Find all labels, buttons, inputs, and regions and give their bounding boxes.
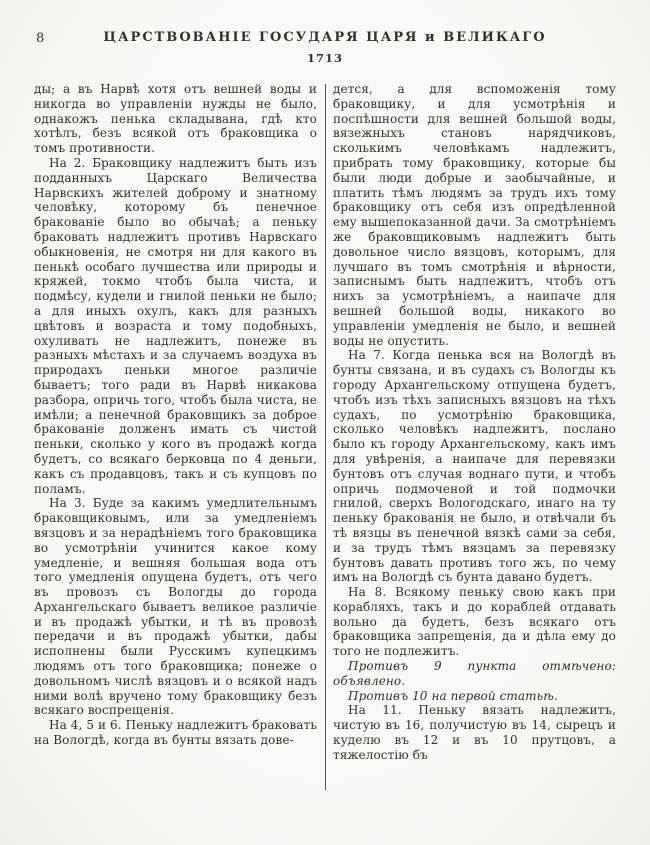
paragraph-article-7: На 7. Когда пенька вся на Вологдѣ въ бунты связана, и въ судахъ съ Вологды къ городу Архангельскому отпущена будетъ, чтобъ изъ тѣхъ записныхъ вязцовъ на тѣхъ судахъ, по усмотрѣнію браковщика, сколько человѣкъ надлежитъ, послано было къ городу Архангельскому, какъ имъ для увѣренія, а наипаче для перевязки бунтовъ отъ случая воднаго пути, и чтобъ опричь подмоченой и той подмочки гнилой, сверхъ Вологодскаго, инаго на ту пеньку бракованія не было, и отвѣчали бъ тѣ вязцы въ пенечной вязкѣ сами за себя, и за трудъ тѣмъ вязцамъ за перевязку бунтовъ давать противъ того жъ, по чему имъ на Вологдѣ съ бунта давано будетъ. bbox=[333, 348, 616, 585]
paragraph-continuation: дется, а для вспоможенія тому браковщику, и для усмотрѣнія и поспѣшности для вешней большой воды, вязежныхъ становъ нарядчиковъ, сколькимъ человѣкамъ надлежитъ, прибрать тому браковщику, которые бы были люди добрые и заобычайные, и платить тѣмъ людямъ за трудъ ихъ тому браковщику отъ себя изъ опредѣленной ему вышепоказанной дачи. За смотрѣніемъ же браковщиковымъ надлежитъ быть довольное число вязцовъ, которымъ, для лучшаго въ томъ смотрѣнія и вѣрности, записнымъ быть надлежитъ, чтобъ отъ нихъ за усмотрѣніемъ, а наипаче для вешней большой воды, никакого во управленіи умедленія не было, и вешней воды не опустить. bbox=[333, 82, 616, 348]
year-heading: 1713 bbox=[306, 51, 343, 65]
paragraph-article-2: На 2. Браковщику надлежитъ быть изъ подданныхъ Царскаго Величества Нарвскихъ жителей доброму и знатному человѣку, которому бъ пенечное бракованіе было во обычаѣ; а пеньку браковать надлежитъ противъ Нарвскаго обыкновенія, не смотря ни для какого въ пенькѣ особаго лучшества или природы и кряжей, токмо чтобъ была чиста, и подмѣсу, кудели и гнилой пеньки не было; а для иныхъ охулъ, какъ для разныхъ цвѣтовъ и возраста и тому подобныхъ, охуливать не надлежитъ, понеже въ разныхъ мѣстахъ и за случаемъ воздуха въ природахъ пеньки многое различіе бываетъ; того ради въ Нарвѣ никакова разбора, опричь того, чтобъ была чиста, не имѣли; а пенечной браковщикъ за доброе бракованіе долженъ имать съ чистой пеньки, сколько у кого въ продажѣ когда будетъ, со всякаго берковца по 4 деньги, какъ съ продавцовъ, такъ и съ купцовъ по поламъ. bbox=[34, 155, 317, 496]
page-header bbox=[34, 30, 616, 70]
running-title: ЦАРСТВОВАНІЕ ГОСУДАРЯ ЦАРЯ и ВЕЛИКАГО bbox=[103, 30, 547, 45]
page-number: 8 bbox=[36, 31, 45, 46]
column-divider bbox=[325, 84, 326, 790]
left-column bbox=[34, 82, 317, 802]
paragraph-article-4-5-6: На 4, 5 и 6. Пеньку надлежитъ браковать на Вологдѣ, когда въ бунты вязать дове- bbox=[34, 718, 317, 748]
right-column bbox=[333, 82, 616, 802]
paragraph-note-9: Противъ 9 пункта отмѣчено: объявлено. bbox=[333, 659, 616, 688]
paragraph-continuation: ды; а въ Нарвѣ хотя отъ вешней воды и никогда во управленіи нужды не было, однакожъ пенька складывана, гдѣ кто хотѣлъ, безъ всякой отъ браковщика о томъ противности. bbox=[34, 82, 317, 156]
text-columns bbox=[34, 82, 616, 802]
paragraph-note-10: Противъ 10 на первой статьѣ. bbox=[348, 688, 558, 703]
paragraph-article-8: На 8. Всякому пеньку свою какъ при корабляхъ, такъ и до кораблей отдавать вольно да будетъ, безъ всякаго отъ браковщика запрещенія, да и дѣла ему до того не подлежитъ. bbox=[333, 585, 616, 659]
paragraph-article-11: На 11. Пеньку вязать надлежитъ, чистую въ 16, получистую въ 14, сырецъ и куделю въ 12 и въ 10 прутцовъ, а тяжелостію бъ bbox=[333, 703, 616, 762]
paragraph-article-3: На 3. Буде за какимъ умедлительнымъ браковщиковымъ, или за умедленіемъ вязцовъ и за нерадѣніемъ того браковщика во усмотрѣніи учинится какое кому умедленіе, и вешняя большая вода отъ того умедленія опущена будетъ, отъ чего въ провозъ съ Вологды до города Архангельскаго бываетъ великое различіе и въ продажѣ убытки, и тѣ въ провозѣ передачи и въ продажѣ убытки, дабы исполнены были Русскимъ купецкимъ людямъ отъ того браковщика; понеже о довольномъ числѣ вязцовъ и о всякой надъ ними волѣ вручено тому браковщику безъ всякаго воспрещенія. bbox=[34, 496, 317, 718]
